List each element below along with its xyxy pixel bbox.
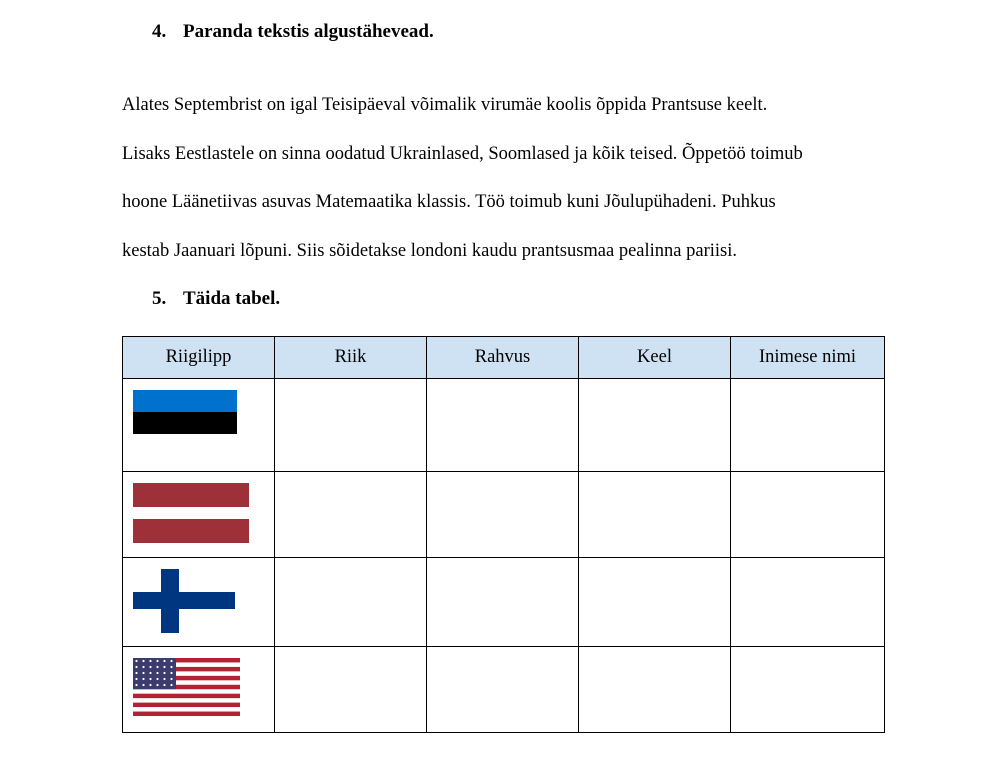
table-cell-language[interactable] xyxy=(579,379,731,472)
flag-cell xyxy=(123,379,275,472)
table-cell-person-name[interactable] xyxy=(731,472,885,558)
task-4-title: Paranda tekstis algustähevead. xyxy=(183,21,434,42)
task-4-number: 4. xyxy=(152,21,167,42)
table-cell-country[interactable] xyxy=(275,379,427,472)
estonia-flag xyxy=(133,390,284,456)
task-4-paragraph xyxy=(122,93,882,287)
column-header-nationality: Rahvus xyxy=(427,337,579,379)
finland-flag xyxy=(133,569,284,633)
table-row xyxy=(123,472,885,558)
flag-cell xyxy=(123,647,275,733)
task-5-heading xyxy=(152,288,280,310)
usa-flag xyxy=(133,658,284,716)
table-cell-language[interactable] xyxy=(579,647,731,733)
column-header-person-name: Inimese nimi xyxy=(731,337,885,379)
flag-cell xyxy=(123,558,275,647)
table-cell-nationality[interactable] xyxy=(427,379,579,472)
paragraph-line: hoone Läänetiivas asuvas Matemaatika klassis. Töö toimub kuni Jõulupühadeni. Puhkus xyxy=(122,192,776,212)
table-cell-country[interactable] xyxy=(275,558,427,647)
task-4-heading xyxy=(152,21,434,43)
table-cell-country[interactable] xyxy=(275,647,427,733)
table-cell-nationality[interactable] xyxy=(427,558,579,647)
column-header-country: Riik xyxy=(275,337,427,379)
table-cell-nationality[interactable] xyxy=(427,472,579,558)
table-cell-language[interactable] xyxy=(579,472,731,558)
column-header-flag: Riigilipp xyxy=(123,337,275,379)
task-5-number: 5. xyxy=(152,288,167,309)
paragraph-line: Alates Septembrist on igal Teisipäeval võimalik virumäe koolis õppida Prantsuse keelt. xyxy=(122,95,768,115)
task-5-title: Täida tabel. xyxy=(183,288,281,309)
flag-cell xyxy=(123,472,275,558)
table-cell-country[interactable] xyxy=(275,472,427,558)
table-cell-nationality[interactable] xyxy=(427,647,579,733)
table-header-row xyxy=(123,337,885,379)
table-row xyxy=(123,647,885,733)
latvia-flag xyxy=(133,483,284,543)
paragraph-line: Lisaks Eestlastele on sinna oodatud Ukrainlased, Soomlased ja kõik teised. Õppetöö toimub xyxy=(122,143,803,164)
table-cell-person-name[interactable] xyxy=(731,379,885,472)
table-row xyxy=(123,379,885,472)
table-cell-language[interactable] xyxy=(579,558,731,647)
flags-table xyxy=(122,336,885,733)
paragraph-line: kestab Jaanuari lõpuni. Siis sõidetakse londoni kaudu prantsusmaa pealinna pariisi. xyxy=(122,240,737,261)
table-cell-person-name[interactable] xyxy=(731,558,885,647)
table-cell-person-name[interactable] xyxy=(731,647,885,733)
table-row xyxy=(123,558,885,647)
column-header-language: Keel xyxy=(579,337,731,379)
